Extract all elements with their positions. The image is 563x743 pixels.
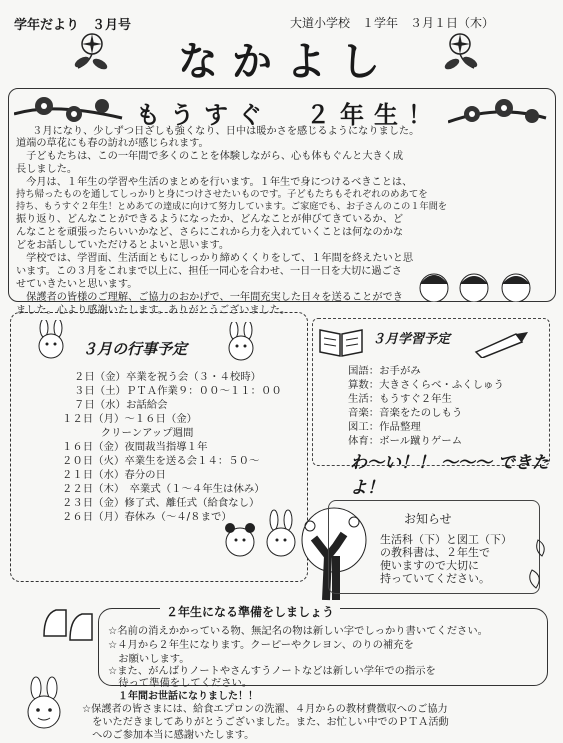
school-date-label: 大道小学校 １学年 ３月１日（木） [290,16,495,30]
event-item: ２２日（木） 卒業式（１～４年生は休み） [62,483,265,495]
plum-blossom-icon [14,92,124,126]
notice-line: 生活科（下）と図工（下） [380,533,512,546]
children-faces-illustration [412,262,542,302]
notice-line: の教科書は、２年生で [380,546,490,559]
notice-line: 持っていてください。 [380,572,490,585]
newsletter-issue-label: 学年だより ３月号 [14,18,132,33]
thanks-heading: １年間お世話になりました！！ [118,691,258,702]
intro-line: 振り返り、どんなことができるようになったか、どんなことが伸びてきているか、ど [16,214,404,225]
intro-line: せていきたいと思います。 [16,279,138,290]
notice-heading: お知らせ [404,512,452,526]
event-item: ２０日（火）卒業生を送る会１４：５０～ [62,455,260,467]
study-plan-item: 算数：大きさくらべ・ふくしゅう [348,379,504,391]
intro-line: どをお話ししていただけるとよいと思います。 [16,240,230,251]
newsletter-title: なかよし [178,39,394,85]
preparation-line: ☆４月から２年生になります。クーピーやクレヨン、のりの補充を [108,639,414,651]
intro-line: 長しました。 [16,164,78,175]
preparation-line: 待って準備をしてください。 [108,677,253,689]
study-plan-item: 国語：お手がみ [348,365,421,377]
events-heading: ３月の行事予定 [82,340,188,358]
event-item: ３日（土）ＰＴＡ作業９：００～１１：００ [74,385,282,397]
pencil-icon [472,330,532,358]
study-plan-item: 体育：ボール蹴りゲーム [348,435,463,447]
study-plan-item: 図工：作品整理 [348,421,421,433]
thanks-line: をいただきましてありがとうございました。また、お忙しい中でのＰＴＡ活動 [82,717,449,728]
rabbit-icon [30,320,72,362]
intro-line: 今月は、１年生の学習や生活のまとめを行います。１年生で身につけるべきことは、 [16,177,413,188]
rabbit-icon [218,322,264,364]
cherry-petal-icon [520,536,556,592]
shoes-icon [40,596,100,646]
intro-line: んなことを頑張ったらいいかなど、さらにこれから力を入れていくことは何なのかな [16,227,404,238]
morning-glory-icon [70,30,114,74]
event-item: １２日（月）～１６日（金） [62,413,198,425]
rabbit-icon [16,676,72,736]
preparation-heading: ２年生になる準備をしましょう [160,603,340,620]
event-item: ７日（水）お話給会 [74,399,168,411]
thanks-line: ☆保護者の皆さまには、給食エプロンの洗濯、４月からの教材費徴収へのご協力 [82,704,448,715]
cheer-text: わ～い！！ ～～～ できたよ！ [350,453,549,498]
preparation-line: ☆名前の消えかかっている物、無記名の物は新しい字でしっかり書いてください。 [108,625,488,637]
event-item: １６日（金）夜間裁当指導１年 [62,441,208,453]
book-icon [318,324,364,358]
section-heading: もうすぐ ２年生！ [136,101,442,129]
thanks-line: へのご参加本当に感謝いたします。 [82,730,255,741]
plum-blossom-icon [448,96,548,130]
intro-line: 保護者の皆様のご理解、ご協力のおかげで、一年間充実した日々を送ることができ [16,292,403,303]
event-item: ２１日（水）春分の日 [62,469,166,481]
event-item: クリーンアップ週間 [80,427,194,439]
morning-glory-icon [438,30,482,74]
intro-line: 学校では、学習面、生活面ともにしっかり締めくくりをして、１年間を終えたいと思 [16,253,414,264]
event-item: ２６日（月）春休み（～４/８まで） [62,511,232,523]
preparation-line: ☆また、がんばりノートやさんすうノートなどは新しい学年での指示を [108,665,436,677]
study-plan-item: 音楽：音楽をたのしもう [348,407,463,419]
event-item: ２日（金）卒業を祝う会（３・４校時） [74,371,262,383]
intro-line: ３月になり、少しずつ日ざしも強くなり、日中は暖かさを感じるようになりました。 [22,126,420,137]
intro-line: 子どもたちは、この一年間で多くのことを体験しながら、心も体もぐんと大きく成 [16,151,404,162]
preparation-line: お願いします。 [108,653,190,665]
event-item: ２３日（金）修了式、離任式（給食なし） [62,497,260,509]
intro-line: 持ち、もうすぐ２年生！とめあての達成に向けて努力しています。ご家庭でも、お子さんのこの１年間を [16,201,448,212]
intro-line: 道端の草花にも春の訪れが感じられます。 [16,138,209,149]
study-plan-heading: ３月学習予定 [372,332,451,347]
intro-line: ました。心より感謝いたします。ありがとうございました。 [16,305,291,316]
study-plan-item: 生活：もうすぐ２年生 [348,393,452,405]
intro-line: います。この３月をこれまで以上に、担任一同心を合わせ、一日一日を大切に過ごさ [16,266,402,277]
notice-line: 使いますので大切に [380,559,479,572]
intro-line: 持ち帰ったものを通してしっかりと身につけさせたいものです。子どもたちもそれぞれのめあてを [16,189,428,200]
